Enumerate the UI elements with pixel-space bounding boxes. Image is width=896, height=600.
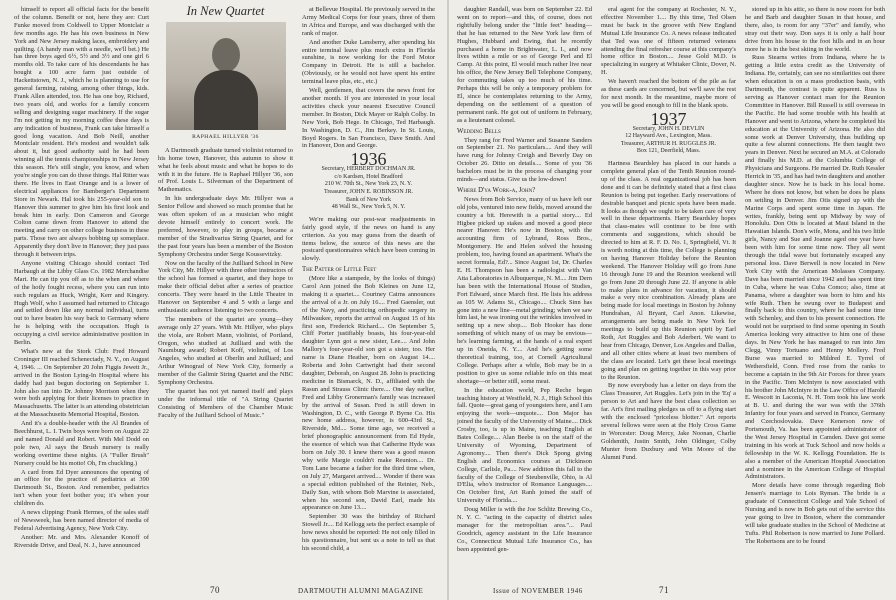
body-paragraph: daughter Randall, was born on September 22. Ed went on to report—and this, of course, does not rightfully belong under the "little feet" heading—that he has returned to the New York law firm of Hughes, Hubbard and Ewing, that he recently purchased a home in Brightwater, L. I., and now lives within a mile or so of George Perl and El Camp. At this point, El would much rather live near his office, the New Jersey Bell Telephone Company, for commuting takes up too much of his time. Perhaps this will be only a temporary problem for El, since he contemplates returning to the Army, depending on the settlement of a question of permanent rank. He got out of uniform in February, as a lieutenant colonel. [457,6,592,124]
class-officer-line: Treasurer, ARTHUR H. RUGGLES JR. [620,140,717,147]
class-officer-line: 12 Hayward Ave., Lexington, Mass. [625,133,712,140]
body-paragraph: And it's a double-header with the Al Brandes of Beechhurst, L. I. Twin boys were born on August 22 and named Donald and Robert. With Mel Dodd on pole two, Al says the Brush nursery is really working overtime these nights. (A "Fuller Brush" Nursery could be his motto! Oh, I'm chuckling.) [14,420,149,467]
body-paragraph: Doug Miller is with the Joe Schlitz Brewing Co., N. Y. C. "acting in the capacity of district sales manager for the metropolitan area."... Paul Goodrich, agency assistant in the Life Insurance Co., Connecticut Mutual Life Insurance Co., has been appointed gen- [457,506,592,553]
magazine-title: DARTMOUTH ALUMNI MAGAZINE [298,587,424,595]
body-paragraph: We're making our post-war readjustments in fairly good style, if the news on hand is any criterion. As you may guess from the dearth of items below, the source of this news are the postcard questionnaires which have been coming in slowly. [302,215,435,263]
body-paragraph: More details have come through regarding Bob Jensen's marriage to Lois Ryman. The bride is a graduate of Connecticut College and Yale School of Nursing and is now in Bob gets out of the service this year going to live in Boston, where the commander will take graduate studies in the School of Medicine at Tufts. Phil Robertson is now married to June Pollard. The Robertsons are to be found [745,482,885,545]
body-paragraph: The quartet has not yet named itself and plays under the informal title of "A String Quartet Consisting of Members of the Chamber Music Faculty of the Juilliard School of Music." [158,388,293,419]
body-paragraph: By now everybody has a letter on days from the Class Treasurer, Art Ruggles. Let's join in the 'Eq' a person to Art and have the best class collection so far. Art's first mailing pledges us off to a flying start with the enclosed "priceless blotter." Art reports several fellows were seen at the Holy Cross Game in Worcester: Doug Mercy, Jake Noonan, Charlie Goldsmith, Justin Smith, John Oldinger, Colby Munter from Duxbury and Win Moore of the Alumni Fund. [601,382,736,461]
section-subhead: Wedding Bells [457,127,501,135]
section-subhead: Where D'ya Work-a, John? [457,186,536,194]
photo-caption: RAPHAEL HILLYER '36 [192,133,259,140]
body-paragraph: himself to report all official facts for the benefit of the column. Benefit or not, here they are: Curt Funke moved from Coldwell to Upper Montclair a few months ago. He has his own business in New York and New Jersey making laces, embroidery and quilting. (A handy man with a needle, we'll bet.) He has three boys aged 6½, 5½ and 3½ and one girl 6 months old. To take care of his descendants he has bought a 100 acre farm just outside of Hackettstown, N. J., which he is planning to use for general farming, raising, among other things, kids. Frank Allen attended, too. He has one boy, Richard, two years old, and works for a family concern selling and designing sugar machinery. If the sugar I'm not getting in my morning coffee these days is any indication of business, Frank can take himself a good long vacation. And Bob Neill, another Montclair resident. He's modest and wouldn't talk about it, but good authority said he had been winning all the tennis championships in New Jersey this season. He's still single, you know, and when you're single you can do those things. Hal Ritter was there. He lives in East Orange and is a lower of electrical appliances for Bamberger's Department Store in Newark. Hal took his 255-year-old son to Hanover this summer to give him his first look and break him in early. Don Cameron and George Colton came down from Hanover to attend the meeting and carry on other college business in these parts. Those two are always bobbing up someplace. Apparently they don't live in Hanover; they just pass through it between trips. [14,6,149,259]
body-paragraph: Anyone visiting Chicago should contact Ted Harbaugh at the Libby Glass Co. 1982 Merchandise Mart. He can tip you off as to the when and where of the hotly fought recess, where you can run into such regulars as Huck, Wright, Kerr and Kingery. Hugh Wolf, who I assumed had returned to Chicago and settled down like any normal individual, turns out to have beaten his way back to Germany where he is helping with the occupation. Hugh is occupying a civil service administrative position in Berlin. [14,260,149,347]
class-officers-block [601,126,736,156]
class-officer-line: Box 121, Deerfield, Mass. [636,148,701,155]
column-3 [302,6,435,582]
page-number: 70 [210,585,220,595]
body-paragraph: eral agent for the company at Rochester, N. Y., effective November 1.... By this time, Ted Olsen must be back in the groove with New England Mutual Life Insurance Co. A news release indicated that Ted was one of fifteen returned veterans attending the final refresher course at this company's home office in Boston.... Jesse Gold M.D. is specializing in surgery at Whitaker Clinic, Dover, N. H. [601,6,736,77]
class-officer-line: Treasurer, JOHN E. ROBINSON JR. [323,189,414,195]
body-paragraph: What's new at the Stork Club: Fred Howard Croninger III reached Schenectady, N. Y., on August 4, 1946. ... On September 20 John Figgis Jewett Jr., arrived in the Boston Lying-In Hospital where his daddy had just begun doctoring on September 1. John also ran into Dr. Johnny Morrison when they were both applying for their licenses to practice in Massachusetts. The latter is an attending obstetrician at the Massachusetts Memorial Hospital, Boston. [14,347,149,419]
body-paragraph: Hartness Beardsley has placed in our hands a complete general plan of the Tenth Reunion round-up of the class. A real organizational job has been done and it can be definitely stated that a first class Reunion is being put together. Early reservations of desirable banquet and picnic spots have been made. It looks as though we ought to be taken care of very well in these departments. Harry Beardsley hopes that class-mates will continue to be free with comments and suggestions, which should be directed to him at R. F. D. No. 1, Springfield, Vt. It is worth noting at this time, the College is planning on having Hanover Holiday before the Reunion weekend. The Hanover Holiday will go from June 16 through June 19 and the Reunion weekend will go from June 20 through June 22. If anyone is able to make plans in advance for vacation, it should make a very nice combination. Already plans are being made for local meetings in Boston by Johnny Hundrahan, Al Bryant, Carl Anon. Likewise, arrangements are being made in New York for meetings to build up this Reunion spirit by Earl Roth, Art Ruggles and Bob Aderbert. We want to hear from Chicago, Denver, Los Angeles and Dallas, and all other cities where at least two members of the class are located. Let's get these local meetings going and plan on getting together in this way prior to the Reunion. [601,160,736,381]
right-page [449,0,896,600]
body-paragraph: The members of the quartet are young—they average only 27 years. With Mr. Hillyer, who plays the viola, are Robert Mann, violinist, of Portland, Oregon, who studied at Juilliard and with the Naumburg award; Robert Koff, violinist, of Los Angeles, who studied at Oberlin and Juilliard; and Arthur Winograd of New York City, formerly a member of the Galimir String Quartet and the NBC Symphony Orchestra. [158,315,293,387]
class-officer-line: 210 W. 70th St., New York 23, N. Y. [324,181,413,188]
section-subhead: The Patter of Little Feet [302,266,377,274]
body-paragraph: A Dartmouth graduate turned violinist returned to his home town, Hanover, this autumn to show it what he feels about music and what he hopes to do with it in the future. He is Raphael Hillyer '36, son of Prof. Louis L. Silverman of the Department of Mathematics. [158,146,293,194]
body-paragraph: Now on the faculty of the Juilliard School in New York City, Mr. Hillyer with three other instructors of the school has formed a quartet, and they hope to make their official debut after a series of practice concerts. They were heard in the Little Theatre in Hanover on September 4 and 5 with a large and enthusiastic audience listening to two concerts. [158,259,293,314]
left-page [0,0,447,600]
class-officer-line: 48 Wall St., New York 5, N. Y. [331,204,406,211]
sidebar-headline: In New Quartet [186,6,265,18]
body-paragraph: A card from Ed Dyer announces the opening of an office for the practice of pediatrics at 390 Dartmouth St., Boston. And remember, pediatrics isn't when your feet bother you; it's when your children do. [14,468,149,508]
body-paragraph: Another: Mr. and Mrs. Alexander Konoff of Riverside Drive, and Deal, N. J., have announced [14,533,149,549]
column-4 [457,6,592,582]
body-paragraph: In the education world, Pep Reche began teaching history at Westfield, N. J., High School this fall. Quote—great gang of youngsters here, and I am enjoying the work—unquote.... Don Major has joined the faculty of the University of Maine.... Dick Crosby, too, is up in Maine, teaching English at Bates College.... Alan Beebe is on the staff of the University of Wyoming, Department of Agronomy.... Then there's Dick Spong giving English and Economics courses at Dickinson College, Carlisle, Pa.... New addition this fall to the faculty of the College of Steubenville, Ohio, is Al D'Elia, who's instructor of Romance Languages.... On October first, Art Ranh joined the staff of University of Florida.... [457,386,592,505]
issue-date: Issue of NOVEMBER 1946 [493,587,583,595]
body-paragraph: (More like a stampede, by the looks of things) Carol Ann joined the Bob Kleines on June 12, making it a quartet.... Courtney Cairns announces the arrival of a Jr. on July 16.... Fred Gaensler, out of the Navy, and practicing orthopedic surgery in Milwaukee, reports the arrival on August 15 of his first son, Frederick Richard.... On September 5, Cliff Porter justifiably boasts, his four-year-old daughter Lynn got a new sister, Lee.... And John Mallory's four-year-old son got a sister, too. Her name is Diane Heather, born on August 14.... Roberta and John Cartwright had their second daughter, Deborah, on August 28. John is practicing medicine in Bismarck, N. D., affiliated with the Rasun and Strauss Clinic there.... One day earlier, Fred and Libby Gronerman's family was increased by the arrival of Susan. Fred is still down in Washington, D. C., with George P. Byrne Co. His new home address, however, is 600-43rd St., Riverside, Md.... Some time ago, we received a brief phonographic announcement from Ed Hyde, the essence of which was that Catherine Hyde was born on July 30. I knew there was a good reason why wife Margie couldn't make Reunion.... Dr. Tom Lane became a father for the third time when, on July 27, Margaret arrived.... Wonder if there was a special edition published of the Reinier, Neb., Daily Sun, with whom Bob Marvine is associated, when his second son, David Earl, made his appearance on June 13.... [302,275,435,512]
page-number: 71 [659,585,669,595]
class-officer-line: Bank of New York [346,196,391,203]
body-paragraph: They rang for Fred Warner and Susanne Sanders on September 21. No particulars.... And they will have rung for Johnny Creigh and Beverly Day on October 26. Ditto on details.... Some of you '36 bachelors must be in the process of changing your minds—and status. Give us the low-down! [457,136,592,184]
class-officer-line: Secretary, JOHN H. DEVLIN [632,125,705,132]
body-paragraph: We haven't reached the bottom of the pile as far as these cards are concerned, but we'll save the rest for next month. In the meantime, maybe more of you will be good enough to fill in the blank spots. [601,78,736,109]
body-paragraph: stored up in his attic, so there is now room for both he and Barb and daughter Susan in that house, and there, also, is room for any "37er" and family, who stray out their way. Don says it is only a half hour drive from his house to the foot hills and in an hour more he is in the best skiing in the world. [745,6,885,53]
class-officers-block [302,166,435,212]
column-6 [745,6,885,582]
class-year-heading: 1937 [650,108,687,129]
body-paragraph: News from Bob Service, many of us have left our old jobs, ventured into new fields, moved around the country a bit. Herewith is a partial story.... Ed Higbee picked up stakes and moved a good piece nearer Hanover. He's now in Boston, with the accounting firm of Lybrand, Ross Bros., Montgomery. He and Helen solved the housing problem, too, having found an apartment. What's the secret formula, Ed?... Since August 1st, Dr. Charles E. H. Thompson has been a radiologist with Van Atta Laboratories in Albuquerque, N. M.... Jim Dern has been with the International House of Studies, Fort Edward, since March first. He lists his address as 105 W. Adams St., Chicago.... Chuck Sinn has gone into a new line—metal grinding; when we saw him last, he was ironing out the wrinkles involved in setting up a new shop.... Bob Hooker has done something of which many of us may be envious—he's learning farming, at the hands of a real expert up in Oneida, N. Y.... And he's getting some theoretical training, too, at Cornell Agricultural College. Perhaps after a while, Bob may be in a position to give us some reliable info on this meat shortage—or better still, some meat. [457,195,592,385]
class-year-heading: 1936 [350,149,387,170]
portrait-photo [166,22,286,130]
body-paragraph: In his undergraduate days Mr. Hillyer was a Senior Fellow and showed so much promise that he was often spoken of as a musician who might devote himself entirely to concert work. He preferred, however, to play in groups, became a member of the Stradivarius String Quartet, and for the past four years has been a member of the Boston Symphony Orchestra under Serge Koussevitzky. [158,195,293,258]
body-paragraph: Well, gentlemen, that covers the news front for another month. If you are interested in your local activities check your nearest Executive Council member. In Boston, Dick Mayer or Ralph Colby. In New York, Bob Hege. In Chicago, Ted Harbaugh. In Washington, D. C., Jim Berkey. In St. Louis, Boyd Rogers. In San Francisco, Dave Smith. And in Hanover, Don and George. [302,87,435,150]
body-paragraph: September 30 was the birthday of Richard Stowell Jr.... Ed Kellogg sets the perfect example of how news should be reported: He not only filled in his questionnaire, but sent us a note to tell us that his second child, a [302,513,435,552]
body-paragraph: A news clipping: Frank Hermes, of the sales staff of Newsweek, has been named director of media of Federal Advertising Agency, New York City. [14,509,149,532]
column-5 [601,6,736,582]
body-paragraph: at Bellevue Hospital. He previously served in the Army Medical Corps for four years, three of them in Africa and Europe, and was discharged with the rank of major. [302,6,435,37]
column-2 [158,6,293,582]
class-officer-line: c/o Kardsen, Hotel Bradford [334,173,403,180]
body-paragraph: And another Duke Lansberry, after spending his entire terminal leave plus much extra in Florida sunshine, is now working for the Ford Motor Company in Detroit. He is still a bachelor. (Obviously, or he would not have spent his entire terminal leave plus, etc., etc.) [302,38,435,86]
column-1 [14,6,149,582]
body-paragraph: Russ Stearns writes from Indiana, where he is getting a little extra credit as the University of Indiana. He, certainly, can see no similarities out there when education is on a mass production basis, with Dartmouth, the contrast is quite apparent. Russ is serving as Hanover contact man for the Reunion Committee in Hanover. Bill Russell is still overseas in the Pacific. He had some trouble with his health at Hanover and went to Arizona, where he completed his education at the University of Arizona. He also did some work at Denver University, thus building up quite a few alumni connections. He then taught two years in Denver. Next he secured an M.A. at Colorado and finally his M.D. at the Columbia College of Physicians and Surgeons. He married Dr. Ruth Kessler Herrick in '35, and has had twin daughters and another daughter since. Now he is back in his local home. Where he does not know, but when he does he plans on settling in Denver. Jim Otis signed up with the Marine Corps and spent some time in Japan. He writes, frankly, being sent up Midway by way of Honolulu. Don Otis is located at Maui Island in the Hawaiian Islands. Don's wife, Mona, and his two little girls, Nancy and Sue and Joanne aged one year have been with him for some time now. They all went through the tidal wave but fortunately escaped any personal loss. Dave Berwell is now located in New York City with the American Molasses Company. Dave has been married since 1942 and has spent time in Cuba, where he was Cuba Comco; also, time at Panama, where a daughter was born to him and his wife Ruth. Then he swung over to Budapest and finally back to this country, where he had some time with Schenley, and then to his present connection. He would not be surprised to find some opening in South America looking very attractive to him one of these days. In New York he has managed to run into Jim Clegg, Vinny Tortuano and Henny Mollery. Fred Burse was married to Mildred E. Tyrrel of Wethersfield, Conn. Fred rose from the ranks to become a captain in the 9th Air Forces for three years in the Pacific. Tom McIntyre is now associated with his brother John McIntyre in the Law Office of Harold E. Wescott in Laconia, N. H. Tom took his law work at B. U. and during the war was with the 376th Infantry for four years and served in France, Germany and Czechoslovakia. Dave Kenerson now of Portsmouth, Va. has been appointed administrator of the West Jersey Hospital in Camden. Dave got some training in his work at Tuck School and now holds a fellowship in the W. K. Kellogg Foundation. He is also a member of the American Hospital Association and a nominee in the American College of Hospital Administrators. [745,54,885,481]
class-officer-line: Secretary, HERBERT DOCHMAN JR. [321,166,416,173]
